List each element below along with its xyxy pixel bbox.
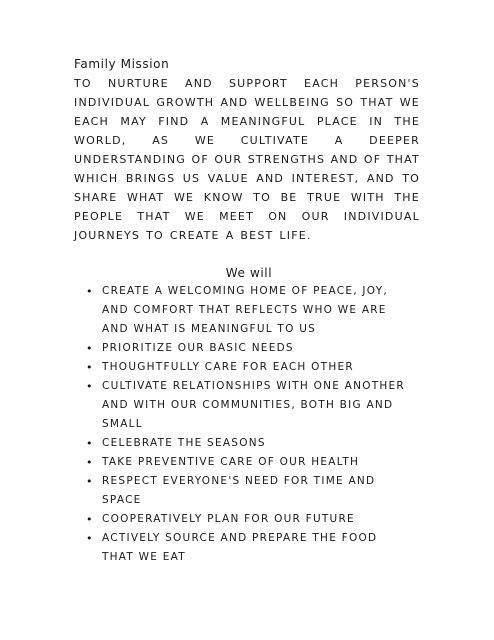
paragraph-word: INTEREST, [291,172,360,185]
paragraph-word: FIND [158,115,190,128]
paragraph-word: AS [152,134,170,147]
bullet-icon: • [86,532,94,545]
list-item-line: ACTIVELY SOURCE AND PREPARE THE FOOD [102,532,378,544]
list-item [86,434,416,453]
list-item-line: AND COMFORT THAT REFLECTS WHO WE ARE [102,304,387,316]
list-item-line: THAT WE EAT [102,551,186,563]
paragraph-word: JOURNEYS [74,229,141,242]
paragraph-word: AND [184,77,213,90]
paragraph-word: A [200,115,210,128]
paragraph-word: SHARE [74,191,118,204]
paragraph-word: WORLD, [74,134,127,147]
paragraph-word: WE [184,210,205,223]
paragraph-word: STRENGTHS [247,153,326,166]
paragraph-line [74,150,420,169]
paragraph-word: LIFE. [279,229,312,242]
list-item-line: SPACE [102,494,142,506]
bullet-icon: • [86,380,94,393]
list-item [86,529,416,567]
paragraph-word: WITH [350,191,385,204]
paragraph-word: WELLBEING [254,96,330,109]
paragraph-word: WHICH [74,172,119,185]
paragraph-word: AND [330,153,359,166]
paragraph-word: CREATE [169,229,220,242]
bullet-icon: • [86,513,94,526]
paragraph-word: AND [220,96,249,109]
paragraph-word: THE [394,191,420,204]
list-item-line: THOUGHTFULLY CARE FOR EACH OTHER [102,361,354,373]
paragraph-word: TO [146,229,164,242]
commitment-list [86,282,416,567]
bullet-icon: • [86,361,94,374]
paragraph-word: NURTURE [107,77,169,90]
paragraph-word: PLACE [316,115,358,128]
paragraph-word: THAT [137,210,171,223]
paragraph-line [74,131,420,150]
paragraph-word: UNDERSTANDING [74,153,187,166]
paragraph-word: SUPPORT [228,77,288,90]
paragraph-word: THAT [386,153,420,166]
paragraph-word: AND [256,172,285,185]
paragraph-word: WE [173,191,195,204]
paragraph-word: TO [74,77,92,90]
list-item [86,282,416,339]
mission-document [74,55,420,283]
paragraph-word: OF [191,153,209,166]
paragraph-word: OF [363,153,382,166]
list-item [86,453,416,472]
paragraph-line [74,93,420,112]
paragraph-word: CULTIVATE [240,134,310,147]
paragraph-word: GROWTH [156,96,215,109]
paragraph-word: THAT [360,96,394,109]
bullet-icon: • [86,285,94,298]
list-item-line: RESPECT EVERYONE'S NEED FOR TIME AND [102,475,376,487]
document-heading: Family Mission [74,57,170,71]
list-item-line: CELEBRATE THE SEASONS [102,437,266,449]
list-item-line: SMALL [102,418,143,430]
bullet-icon: • [86,475,94,488]
paragraph-word: A [334,134,344,147]
list-item-line: COOPERATIVELY PLAN FOR OUR FUTURE [102,513,355,525]
list-item-line: PRIORITIZE OUR BASIC NEEDS [102,342,294,354]
paragraph-word: DEEPER [369,134,420,147]
paragraph-word: ON [268,210,288,223]
paragraph-word: BRINGS [125,172,176,185]
paragraph-line [74,169,420,188]
list-item [86,358,416,377]
paragraph-word: VALUE [207,172,249,185]
paragraph-line [74,207,420,226]
list-item [86,377,416,434]
list-item [86,472,416,510]
bullet-icon: • [86,456,94,469]
paragraph-word: WE [194,134,216,147]
list-item-line: TAKE PREVENTIVE CARE OF OUR HEALTH [102,456,360,468]
paragraph-word: THE [394,115,420,128]
paragraph-word: KNOW [203,191,244,204]
paragraph-word: TO [253,191,271,204]
list-item-line: CULTIVATE RELATIONSHIPS WITH ONE ANOTHER [102,380,405,392]
paragraph-word: MEET [219,210,255,223]
paragraph-word: BEST [240,229,274,242]
paragraph-word: EACH [74,115,110,128]
paragraph-line [74,74,420,93]
paragraph-word: PEOPLE [74,210,124,223]
paragraph-word: PERSON'S [355,77,420,90]
list-item-line: CREATE A WELCOMING HOME OF PEACE, JOY, [102,285,388,297]
list-item [86,510,416,529]
mission-paragraph [74,74,420,245]
paragraph-word: SO [336,96,355,109]
paragraph-word: OUR [214,153,243,166]
paragraph-word: INDIVIDUAL [343,210,420,223]
paragraph-word: IN [369,115,384,128]
paragraph-word: MAY [120,115,147,128]
paragraph-word: WHAT [126,191,165,204]
paragraph-word: MEANINGFUL [220,115,306,128]
list-item [86,339,416,358]
bullet-icon: • [86,342,94,355]
paragraph-word: BE [280,191,298,204]
paragraph-word: A [225,229,235,242]
paragraph-word: EACH [304,77,340,90]
paragraph-word: INDIVIDUAL [74,96,151,109]
we-will-subheading: We will [225,266,273,280]
paragraph-word: TRUE [307,191,342,204]
paragraph-word: TO [402,172,420,185]
paragraph-line [74,226,420,245]
paragraph-line [74,112,420,131]
paragraph-line [74,188,420,207]
list-item-line: AND WITH OUR COMMUNITIES, BOTH BIG AND [102,399,394,411]
list-item-line: AND WHAT IS MEANINGFUL TO US [102,323,317,335]
paragraph-word: WE [399,96,420,109]
bullet-icon: • [86,437,94,450]
paragraph-word: OUR [301,210,330,223]
paragraph-word: US [182,172,201,185]
paragraph-word: AND [366,172,395,185]
